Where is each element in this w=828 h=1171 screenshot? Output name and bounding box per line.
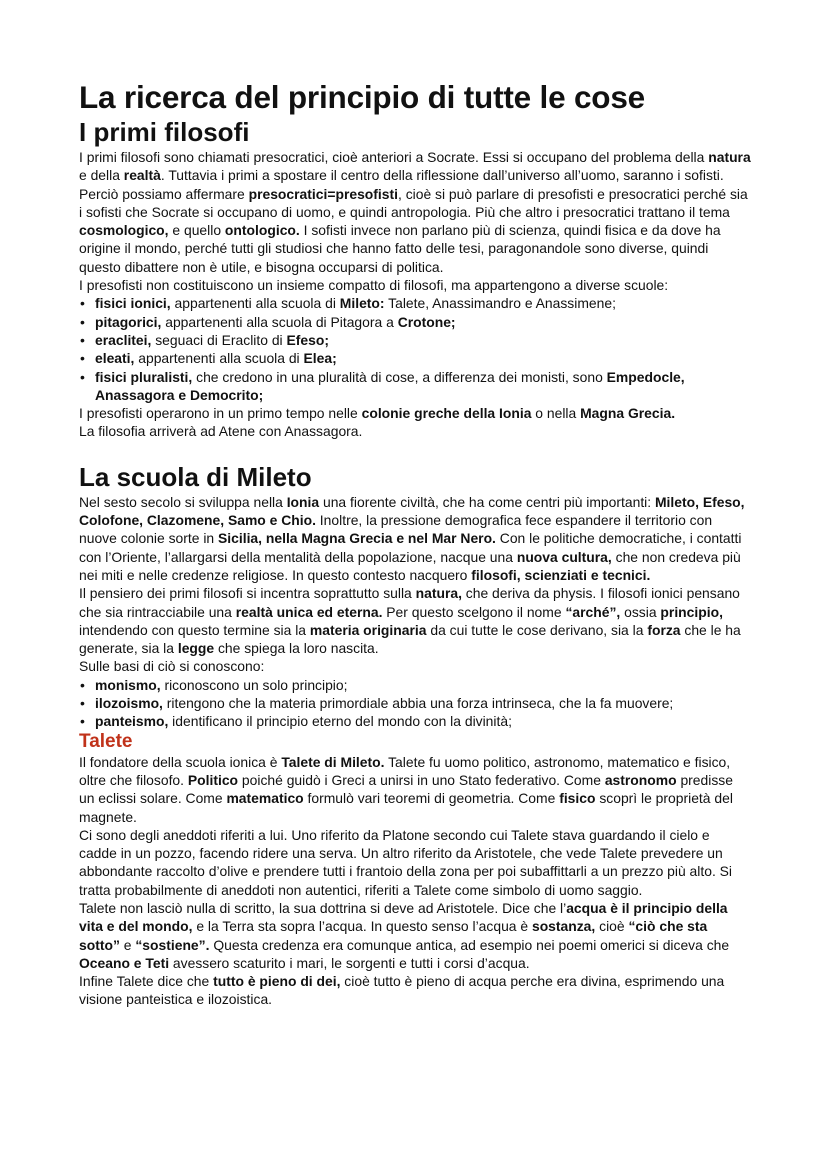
schools-list bbox=[79, 294, 751, 404]
list-item: • fisici pluralisti, che credono in una pluralità di cose, a differenza dei monisti, sono Empedocle, Anassagora e Democrito; bbox=[79, 368, 751, 405]
bold-term: Oceano e Teti bbox=[79, 954, 170, 971]
bold-term: monismo, bbox=[95, 676, 161, 693]
list-item: • fisici ionici, appartenenti alla scuola di Mileto: Talete, Anassimandro e Anassimene; bbox=[79, 294, 751, 312]
bold-term: Crotone; bbox=[397, 313, 456, 330]
paragraph: Il fondatore della scuola ionica è Talete di Mileto. Talete fu uomo politico, astronomo, matematico e fisico, oltre che filosofo. Politico poiché guidò i Greci a unirsi in uno Stato federativo. Come astronomo predisse un eclissi solare. Come matematico formulò vari teoremi di geometria. Come fisico scoprì le proprietà del magnete. bbox=[79, 753, 733, 825]
bold-term: fisico bbox=[559, 790, 596, 807]
paragraph: Nel sesto secolo si sviluppa nella Ionia una fiorente civiltà, che ha come centri più importanti: Mileto, Efeso, Colofone, Clazomene, Samo e Chio. Inoltre, la pressione demografica fece espandere il territorio con nuove colonie sorte in Sicilia, nella Magna Grecia e nel Mar Nero. Con le politiche democratiche, i contatti con l’Oriente, l’allargarsi della mentalità della popolazione, nacque una nuova cultura, che non credeva più nei miti e nelle credenze religiose. In questo contesto nacquero filosofi, scienziati e tecnici. bbox=[79, 493, 745, 583]
bold-term: sostanza, bbox=[531, 918, 596, 935]
bold-term: principio, bbox=[660, 603, 723, 620]
bold-term: panteismo, bbox=[95, 713, 169, 730]
bold-term: forza bbox=[647, 621, 681, 638]
bold-term: “arché”, bbox=[565, 603, 621, 620]
bold-term: Talete di Mileto. bbox=[281, 753, 385, 770]
bold-term: eleati, bbox=[95, 350, 135, 367]
bold-term: realtà unica ed eterna. bbox=[235, 603, 383, 620]
document-page bbox=[79, 78, 751, 1009]
bold-term: “sostiene”. bbox=[135, 936, 210, 953]
section-spacer bbox=[79, 441, 751, 462]
bold-term: fisici ionici, bbox=[95, 295, 171, 312]
bold-term: Efeso; bbox=[286, 331, 329, 348]
paragraph: I presofisti non costituiscono un insieme compatto di filosofi, ma appartengono a diverse scuole: bbox=[79, 277, 669, 294]
list-item: • ilozoismo, ritengono che la materia primordiale abbia una forza intrinseca, che la fa muovere; bbox=[79, 694, 751, 712]
bold-term: Ionia bbox=[286, 493, 320, 510]
bold-term: filosofi, scienziati e tecnici. bbox=[471, 566, 651, 583]
bold-term: legge bbox=[177, 640, 215, 657]
paragraph: Il pensiero dei primi filosofi si incentra soprattutto sulla natura, che deriva da physis. I filosofi ionici pensano che sia rintracciabile una realtà unica ed eterna. Per questo scelgono il nome “arché”, ossia principio, intendendo con questo termine sia la materia originaria da cui tutte le cose derivano, sia la forza che le ha generate, sia la legge che spiega la loro nascita. bbox=[79, 585, 741, 657]
section-heading-primi-filosofi: I primi filosofi bbox=[79, 117, 250, 147]
bold-term: natura, bbox=[415, 585, 462, 602]
bold-term: colonie greche della Ionia bbox=[361, 405, 532, 422]
bold-term: acqua è il principio della vita e del mondo, bbox=[79, 899, 728, 935]
paragraph: Talete non lasciò nulla di scritto, la sua dottrina si deve ad Aristotele. Dice che l’acqua è il principio della vita e del mondo, e la Terra sta sopra l’acqua. In questo senso l’acqua è sostanza, cioè “ciò che sta sotto” e “sostiene”. Questa credenza era comunque antica, ad esempio nei poemi omerici si diceva che Oceano e Teti avessero scaturito i mari, le sorgenti e tutti i corsi d’acqua. bbox=[79, 899, 730, 971]
bold-term: ilozoismo, bbox=[95, 695, 163, 712]
bold-term: fisici pluralisti, bbox=[95, 368, 193, 385]
paragraph: Sulle basi di ciò si conoscono: bbox=[79, 658, 265, 675]
list-item: • monismo, riconoscono un solo principio; bbox=[79, 676, 751, 694]
list-item: • pitagorici, appartenenti alla scuola di Pitagora a Crotone; bbox=[79, 313, 751, 331]
bold-term: eraclitei, bbox=[95, 331, 152, 348]
bold-term: Mileto, Efeso, Colofone, Clazomene, Samo e Chio. bbox=[79, 493, 745, 529]
bold-term: Politico bbox=[187, 771, 239, 788]
bold-term: Magna Grecia. bbox=[580, 405, 676, 422]
bold-term: Elea; bbox=[303, 350, 337, 367]
bold-term: realtà bbox=[123, 167, 161, 184]
bold-term: astronomo bbox=[604, 771, 677, 788]
section-heading-talete: Talete bbox=[79, 730, 133, 752]
paragraph: Ci sono degli aneddoti riferiti a lui. Uno riferito da Platone secondo cui Talete stava guardando il cielo e cadde in un pozzo, facendo ridere una serva. Un altro riferito da Aristotele, che vede Talete prevedere un abbondante raccolto d’olive e prendere tutti i frantoio della zona per poi subaffittarli a un prezzo più alto. Si tratta probabilmente di aneddoti non autentici, riferiti a Talete come simbolo di uomo saggio. bbox=[79, 826, 733, 898]
bold-term: materia originaria bbox=[309, 621, 427, 638]
bold-term: ontologico. bbox=[224, 222, 300, 239]
list-item: • eraclitei, seguaci di Eraclito di Efeso; bbox=[79, 331, 751, 349]
bold-term: “ciò che sta sotto” bbox=[79, 918, 708, 953]
page-title: La ricerca del principio di tutte le cose bbox=[79, 79, 645, 115]
paragraph: I primi filosofi sono chiamati presocratici, cioè anteriori a Socrate. Essi si occupano del problema della natura e della realtà. Tuttavia i primi a spostare il centro della riflessione dall’universo all’uomo, saranno i sofisti. Perciò possiamo affermare presocratici=presofisti, cioè si può parlare di presofisti e presocratici perché sia i sofisti che Socrate si occupano di uomo, e quindi antropologia. Più che altro i presocratici trattano il tema cosmologico, e quello ontologico. I sofisti invece non parlano più di scienza, quindi fisica e da dove ha origine il mondo, perché tutti gli studiosi che hanno fatto delle tesi, paragonandole sono diverse, quindi questo dibattere non è utile, e bisogna occuparsi di politica. bbox=[79, 149, 751, 275]
doctrines-list bbox=[79, 676, 751, 731]
bold-term: cosmologico, bbox=[79, 222, 169, 239]
paragraph: I presofisti operarono in un primo tempo nelle colonie greche della Ionia o nella Magna Grecia. bbox=[79, 405, 676, 422]
bold-term: Sicilia, nella Magna Grecia e nel Mar Nero. bbox=[218, 530, 496, 547]
bold-term: natura bbox=[708, 149, 751, 165]
bold-term: nuova cultura, bbox=[516, 548, 612, 565]
bold-term: Mileto: bbox=[339, 295, 385, 312]
list-item: • eleati, appartenenti alla scuola di Elea; bbox=[79, 349, 751, 367]
section-heading-scuola-mileto: La scuola di Mileto bbox=[79, 461, 312, 492]
list-item: • panteismo, identificano il principio eterno del mondo con la divinità; bbox=[79, 712, 751, 730]
paragraph: La filosofia arriverà ad Atene con Anassagora. bbox=[79, 423, 363, 440]
bold-term: matematico bbox=[226, 790, 304, 807]
bold-term: presocratici=presofisti bbox=[248, 185, 398, 202]
bold-term: pitagorici, bbox=[95, 313, 162, 330]
paragraph: Infine Talete dice che tutto è pieno di dei, cioè tutto è pieno di acqua perche era divina, esprimendo una visione panteistica e ilozoistica. bbox=[79, 973, 725, 1008]
bold-term: tutto è pieno di dei, bbox=[213, 973, 341, 990]
bold-term: Empedocle, Anassagora e Democrito; bbox=[95, 368, 685, 403]
